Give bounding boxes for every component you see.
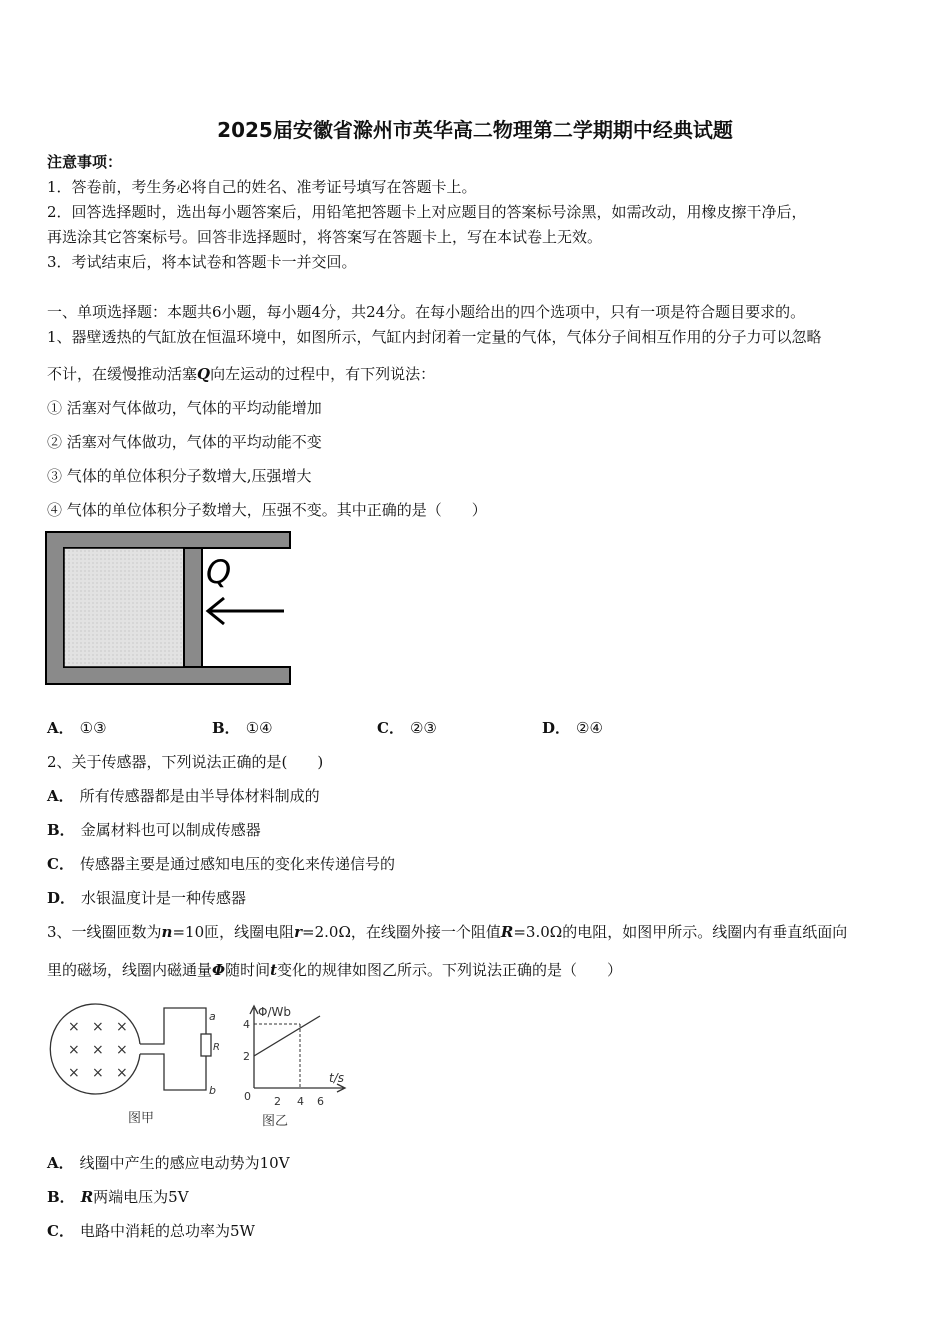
option-text: ②④ <box>576 719 603 737</box>
option-text: 所有传感器都是由半导体材料制成的 <box>79 787 320 805</box>
q3-stem-line1 <box>47 922 847 942</box>
q2-option-a <box>47 786 320 806</box>
q2-option-c <box>47 854 395 874</box>
option-text: 金属材料也可以制成传感器 <box>80 821 261 839</box>
flux-line <box>254 1016 320 1056</box>
q1-option-a <box>47 718 107 738</box>
resistor-label: R <box>213 1042 220 1053</box>
field-mark: × <box>68 1065 80 1081</box>
notice-item: 2．回答选择题时，选出每小题答案后，用铅笔把答题卡上对应题目的答案标号涂黑，如需改动，用橡皮擦干净后， <box>47 203 807 221</box>
text-fragment: 不计，在缓慢推动活塞 <box>47 365 198 383</box>
page-title: 2025届安徽省滁州市英华高二物理第二学期期中经典试题 <box>217 118 733 142</box>
q1-option-d <box>542 718 603 738</box>
q2-option-b <box>47 820 261 840</box>
option-text: ②③ <box>409 719 437 737</box>
text-fragment: 变化的规律如图乙所示。下列说法正确的是（ ） <box>277 961 623 979</box>
q3-stem-line2 <box>47 960 622 980</box>
origin-label: 0 <box>244 1090 251 1103</box>
option-letter: B． <box>47 1188 75 1206</box>
figure-yi-caption: 图乙 <box>262 1114 289 1129</box>
option-text: ①④ <box>245 719 273 737</box>
variable-phi: Φ <box>212 961 226 979</box>
q2-option-d <box>47 888 246 908</box>
field-mark: × <box>68 1042 80 1058</box>
q1-statement: ③ 气体的单位体积分子数增大,压强增大 <box>47 467 312 485</box>
option-text: 线圈中产生的感应电动势为10V <box>79 1154 290 1172</box>
terminal-b-label: b <box>209 1084 216 1097</box>
option-text: 传感器主要是通过感知电压的变化来传递信号的 <box>79 855 395 873</box>
notice-heading: 注意事项： <box>47 153 123 171</box>
field-mark: × <box>92 1042 104 1058</box>
option-letter: D． <box>47 889 76 907</box>
figure-jia-caption: 图甲 <box>128 1111 155 1126</box>
variable-big-r: R <box>80 1188 94 1206</box>
x-tick-label: 4 <box>297 1095 304 1108</box>
q1-option-c <box>377 718 437 738</box>
text-fragment: 里的磁场，线圈内磁通量 <box>47 961 213 979</box>
variable-r: r <box>294 923 303 941</box>
gas-region <box>64 548 184 667</box>
piston-label: Q <box>206 553 232 591</box>
text-fragment: 3、一线圈匝数为 <box>47 923 162 941</box>
field-mark: × <box>92 1019 104 1035</box>
q1-statement: ② 活塞对气体做功，气体的平均动能不变 <box>47 433 322 451</box>
option-letter: D． <box>542 719 571 737</box>
field-mark: × <box>116 1065 128 1081</box>
field-mark: × <box>116 1019 128 1035</box>
field-mark: × <box>92 1065 104 1081</box>
text-fragment: 向左运动的过程中，有下列说法： <box>210 365 436 383</box>
option-letter: A． <box>47 719 74 737</box>
option-letter: A． <box>47 1154 74 1172</box>
notice-item: 3．考试结束后，将本试卷和答题卡一并交回。 <box>47 253 357 271</box>
option-text: 水银温度计是一种传感器 <box>81 889 247 907</box>
x-axis-label: t/s <box>329 1071 344 1085</box>
notice-item: 再选涂其它答案标号。回答非选择题时，将答案写在答题卡上，写在本试卷上无效。 <box>47 228 603 246</box>
piston <box>184 548 202 667</box>
x-tick-label: 2 <box>274 1095 281 1108</box>
x-tick-label: 6 <box>317 1095 324 1108</box>
y-tick-label: 2 <box>243 1050 250 1063</box>
terminal-a-label: a <box>209 1010 216 1023</box>
cylinder-piston-figure <box>44 530 294 688</box>
field-mark: × <box>116 1042 128 1058</box>
q2-stem: 2、关于传感器，下列说法正确的是( ) <box>47 753 324 771</box>
magnetic-field-marks <box>68 1019 128 1081</box>
resistor-r <box>201 1034 211 1056</box>
option-letter: A． <box>47 787 74 805</box>
option-letter: B． <box>47 821 75 839</box>
text-fragment: =10匝，线圈电阻 <box>172 923 295 941</box>
section-heading: 一、单项选择题：本题共6小题，每小题4分，共24分。在每小题给出的四个选项中，只有一项是符合题目要求的。 <box>47 303 806 321</box>
option-text: ①③ <box>79 719 107 737</box>
option-text: 两端电压为5V <box>93 1188 189 1206</box>
q1-stem-line1: 1、器壁透热的气缸放在恒温环境中，如图所示，气缸内封闭着一定量的气体，气体分子间相互作用的分子力可以忽略 <box>47 328 822 346</box>
figure-jia-coil-circuit <box>44 998 234 1133</box>
variable-big-r: R <box>500 923 514 941</box>
q1-stem-line2 <box>47 364 435 384</box>
q1-statement: ④ 气体的单位体积分子数增大，压强不变。其中正确的是（ ） <box>47 501 487 519</box>
option-letter: C． <box>47 1222 74 1240</box>
variable-t: t <box>270 961 278 979</box>
option-letter: C． <box>377 719 404 737</box>
option-text: 电路中消耗的总功率为5W <box>79 1222 255 1240</box>
text-fragment: =2.0Ω，在线圈外接一个阻值 <box>302 923 501 941</box>
q1-option-b <box>212 718 273 738</box>
y-tick-label: 4 <box>243 1018 250 1031</box>
text-fragment: =3.0Ω的电阻，如图甲所示。线圈内有垂直纸面向 <box>513 923 848 941</box>
y-axis-label: Φ/Wb <box>258 1005 291 1019</box>
figure-yi-flux-graph <box>234 1000 359 1135</box>
variable-n: n <box>161 923 173 941</box>
lead-bottom <box>140 1054 206 1090</box>
lead-top <box>140 1008 206 1044</box>
q3-option-c <box>47 1221 255 1241</box>
variable-q: Q <box>197 365 211 383</box>
q1-statement: ① 活塞对气体做功，气体的平均动能增加 <box>47 399 322 417</box>
option-letter: B． <box>212 719 240 737</box>
option-letter: C． <box>47 855 74 873</box>
q3-option-b <box>47 1187 189 1207</box>
text-fragment: 随时间 <box>225 961 271 979</box>
field-mark: × <box>68 1019 80 1035</box>
q3-option-a <box>47 1153 290 1173</box>
notice-item: 1．答卷前，考生务必将自己的姓名、准考证号填写在答题卡上。 <box>47 178 477 196</box>
